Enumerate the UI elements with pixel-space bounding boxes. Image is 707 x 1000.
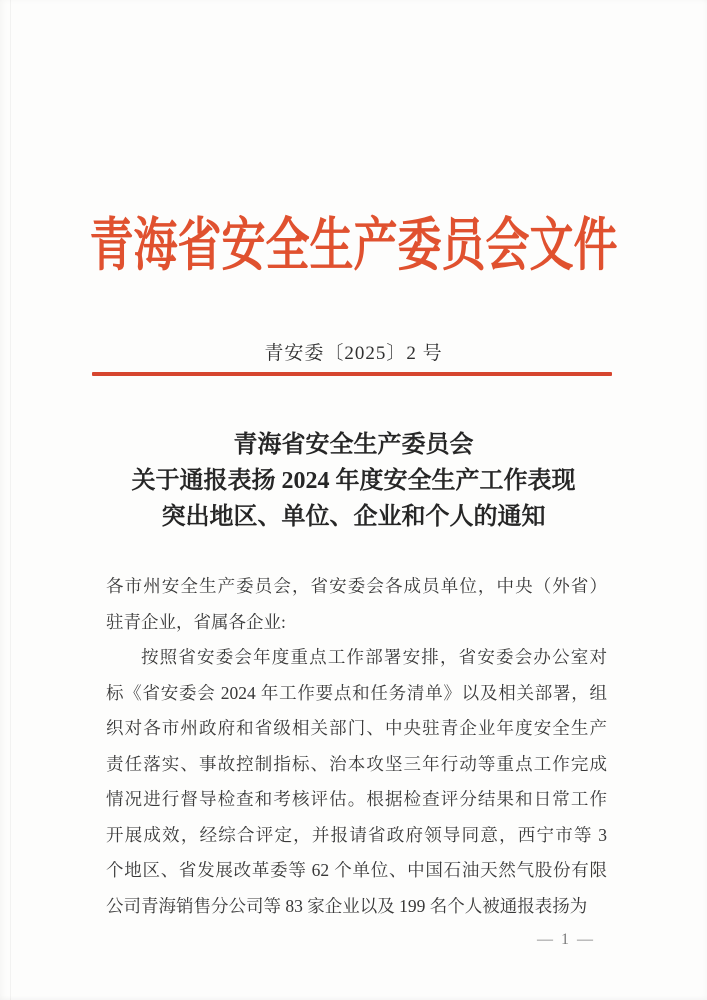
body-line: 个地区、省发展改革委等 62 个单位、中国石油天然气股份有限	[106, 860, 607, 880]
body-line: 责任落实、事故控制指标、治本攻坚三年行动等重点工作完成	[106, 753, 607, 774]
body-line: 驻青企业，省属各企业:	[106, 611, 286, 632]
document-title-line: 突出地区、单位、企业和个人的通知	[161, 504, 546, 530]
document-title-line: 青海省安全生产委员会	[233, 432, 474, 458]
body-line: 织对各市州政府和省级相关部门、中央驻青企业年度安全生产	[106, 718, 607, 738]
document-header	[0, 198, 707, 278]
red-separator-line	[92, 372, 612, 376]
document-number: 青安委〔2025〕2 号	[264, 343, 443, 364]
body-line: 情况进行督导检查和考核评估。根据检查评分结果和日常工作	[106, 789, 607, 809]
body-line: 按照省安委会年度重点工作部署安排，省安委会办公室对	[141, 647, 607, 667]
body-line: 标《省安委会 2024 年工作要点和任务清单》以及相关部署，组	[106, 682, 607, 703]
document-title-line: 关于通报表扬 2024 年度安全生产工作表现	[131, 468, 576, 494]
document-header-title: 青海省安全生产委员会文件	[89, 213, 618, 278]
document-body	[106, 569, 607, 924]
body-line: 各市州安全生产委员会，省安委会各成员单位，中央（外省）	[106, 576, 607, 596]
document-title	[0, 427, 707, 535]
body-line: 开展成效，经综合评定，并报请省政府领导同意，西宁市等 3	[106, 824, 607, 845]
body-line: 公司青海销售分公司等 83 家企业以及 199 名个人被通报表扬为	[106, 895, 588, 916]
page-number: — 1 —	[537, 931, 595, 948]
